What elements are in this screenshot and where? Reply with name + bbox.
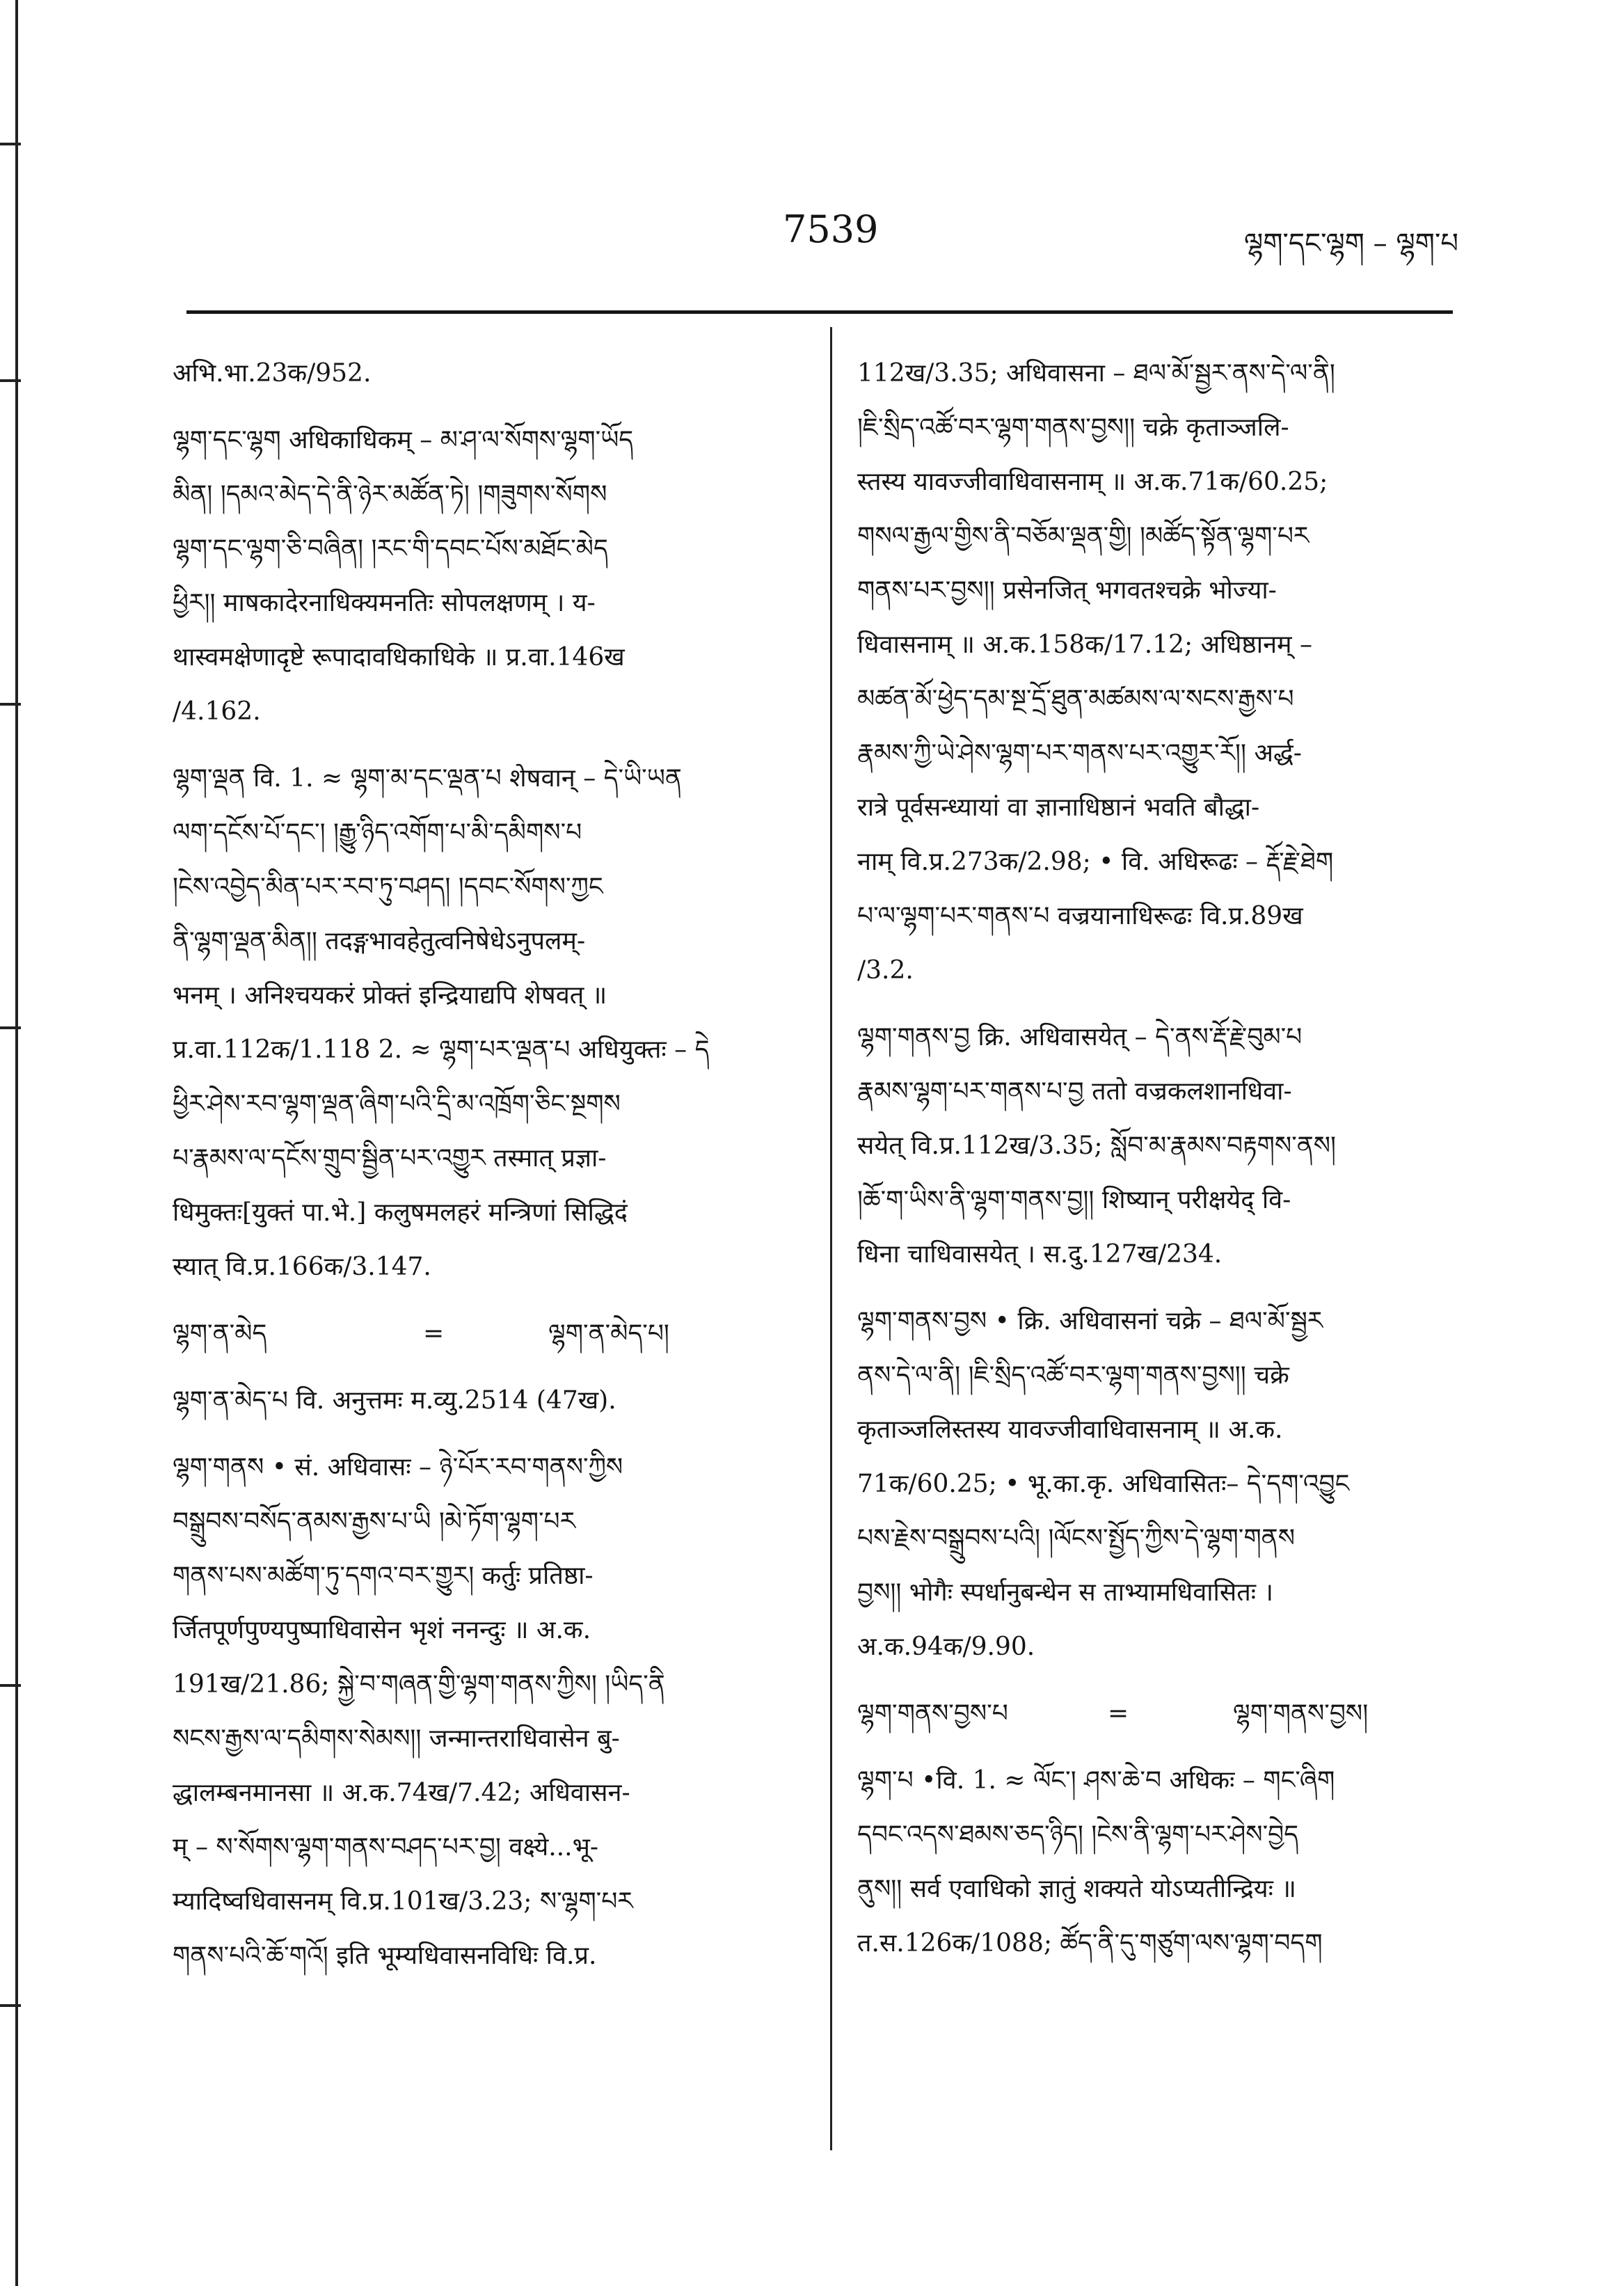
entry-line: 112ख/3.35; अधिवासना – ཐལ་མོ་སྦྱར་ནས་དེ་ལ་ནི། <box>857 359 1335 388</box>
entry-line: म् – ས་སོགས་ལྷག་གནས་བཤད་པར་བྱ། वक्ष्ये...भू- <box>173 1833 599 1862</box>
entry-line: །ཇི་སྲིད་འཚོ་བར་ལྷག་གནས་བྱས།། चक्रे कृताञ्जलि- <box>857 413 1289 442</box>
headword: ལྷག་གནས་བྱས། <box>1233 1699 1369 1728</box>
entry-line: ལག་དངོས་པོ་དང་། །རྒྱུ་ཉིད་འགོག་པ་མི་དམིགས་པ <box>173 818 582 847</box>
equals-sign: = <box>1108 1699 1129 1728</box>
entry-line: བསྒྲུབས་བསོད་ནམས་རྒྱས་པ་ཡི །མེ་ཏོག་ལྷག་པར <box>173 1507 576 1536</box>
headword: ལྷག་ན་མེད <box>173 1319 267 1348</box>
entry-line: कृताञ्जलिस्तस्य यावज्जीवाधिवासनाम् ॥ अ.क. <box>857 1415 1283 1444</box>
entry-line: स्तस्य यावज्जीवाधिवासनाम् ॥ अ.क.71क/60.25; <box>857 468 1328 496</box>
entry-line: नाम् वि.प्र.273क/2.98; • वि. अधिरूढः – རྡོ་རྗེ་ཐེག <box>857 848 1334 876</box>
entry-line: རྣམས་ལྷག་པར་གནས་པ་བྱ ततो वज्रकलशानधिवा- <box>857 1077 1292 1106</box>
entry-line: མཚན་མོ་ཕྱེད་དམ་སྔ་དྲོ་ཐུན་མཚམས་ལ་སངས་རྒྱས་པ <box>857 685 1294 713</box>
column-divider <box>830 327 832 2150</box>
entry-line: མིན། །དམའ་མེད་དེ་ནི་ཉེར་མཚོན་ཏེ། །གཟུགས་སོགས <box>173 480 607 509</box>
right-column <box>857 347 1494 1983</box>
dictionary-entry <box>173 347 809 401</box>
left-column <box>173 347 809 1996</box>
running-head: ལྷག་དང་ལྷག – ལྷག་པ <box>1243 228 1458 260</box>
entry-line: 71क/60.25; • भू.का.कृ. अधिवासितः– དེ་དག་འབྱུང <box>857 1470 1350 1498</box>
entry-line: धिना चाधिवासयेत् । स.दु.127ख/234. <box>857 1240 1223 1269</box>
entry-line: त.स.126क/1088; ཚོད་ནི་དུ་གཙུག་ལས་ལྷག་བདག <box>857 1929 1323 1958</box>
entry-line: /3.2. <box>857 956 914 985</box>
dictionary-entry <box>857 347 1494 998</box>
dictionary-entry <box>173 1307 809 1361</box>
entry-line: धिमुक्तः[युक्तं पा.भे.] कलुषमलहरं मन्त्रिणां सिद्धिदं <box>173 1198 628 1227</box>
entry-line: /4.162. <box>173 697 261 726</box>
entry-line: भनम् । अनिश्चयकरं प्रोक्तं इन्द्रियाद्यपि शेषवत् ॥ <box>173 981 607 1010</box>
dictionary-entry <box>857 1010 1494 1282</box>
headword: ལྷག་ན་མེད་པ། <box>548 1319 669 1348</box>
dictionary-entry <box>173 1374 809 1428</box>
cross-reference <box>857 1687 1494 1741</box>
entry-line: 191ख/21.86; སྐྱེ་བ་གཞན་གྱི་ལྷག་གནས་ཀྱིས། །ཡིད་ནི <box>173 1670 665 1699</box>
entry-line: ནས་དེ་ལ་ནི། །ཇི་སྲིད་འཚོ་བར་ལྷག་གནས་བྱས།། चक्रे <box>857 1361 1289 1390</box>
entry-line: ལྷག་ན་མེད་པ वि. अनुत्तमः म.व्यु.2514 (47ख). <box>173 1386 616 1415</box>
entry-line: ལྷག་གནས་བྱས • क्रि. अधिवासनां चक्रे – ཐལ་མོ་སྦྱར <box>857 1307 1323 1335</box>
entry-line: ལྷག་པ •वि. 1. ≈ ལོང་། ཤས་ཆེ་བ अधिकः – གང་ཞིག <box>857 1766 1335 1795</box>
entry-line: དབང་འདས་ཐམས་ཅད་ཉིད། །ངེས་ནི་ལྷག་པར་ཤེས་བྱེད <box>857 1820 1299 1849</box>
entry-line: ནུས།། सर्व एवाधिको ज्ञातुं शक्यते योऽप्यतीन्द्रियः ॥ <box>857 1875 1296 1903</box>
entry-line: སངས་རྒྱས་ལ་དམིགས་སེམས།། जन्मान्तराधिवासेन बु- <box>173 1724 620 1753</box>
page-binding-edge <box>0 0 28 2286</box>
entry-line: །ཆོ་ག་ཡིས་ནི་ལྷག་གནས་བྱ།། शिष्यान् परीक्षयेद् वि- <box>857 1186 1291 1214</box>
entry-line: द्धालम्बनमानसा ॥ अ.क.74ख/7.42; अधिवासन- <box>173 1779 630 1807</box>
dictionary-entry <box>857 1687 1494 1741</box>
dictionary-entry <box>857 1754 1494 1971</box>
entry-line: རྣམས་ཀྱི་ཡེ་ཤེས་ལྷག་པར་གནས་པར་འགྱུར་རོ།། अर्द्ध- <box>857 739 1302 768</box>
entry-line: པ་ལ་ལྷག་པར་གནས་པ वज्रयानाधिरूढः वि.प्र.89ख <box>857 902 1303 930</box>
entry-line: ཕྱིར་ཤེས་རབ་ལྷག་ལྡན་ཞིག་པའི་དྲི་མ་འཁྲོག་ཅིང་སྔགས <box>173 1090 621 1118</box>
entry-line: र्जितपूर्णपुण्यपुष्पाधिवासेन भृशं ननन्दुः ॥ अ.क. <box>173 1616 591 1644</box>
dictionary-entry <box>173 413 809 739</box>
dictionary-entry <box>857 1294 1494 1674</box>
headword: ལྷག་གནས་བྱས་པ <box>857 1699 1008 1728</box>
entry-line: धिवासनाम् ॥ अ.क.158क/17.12; अधिष्ठानम् – <box>857 630 1313 659</box>
entry-line: ནི་ལྷག་ལྡན་མིན།། तदङ्गभावहेतुत्वनिषेधेऽनुपलम्- <box>173 927 586 955</box>
cross-reference <box>173 1307 809 1361</box>
entry-line: अभि.भा.23क/952. <box>173 359 372 388</box>
entry-line: པས་རྗེས་བསྒྲུབས་པའི། །ལོངས་སྤྱོད་ཀྱིས་དེ་ལྷག་གནས <box>857 1524 1295 1553</box>
entry-line: ཕྱིར།། माषकादेरनाधिक्यमनतिः सोपलक्षणम् । य- <box>173 589 596 617</box>
page-number: 7539 <box>783 207 879 251</box>
entry-line: ལྷག་གནས • सं. अधिवासः – ཉེ་པོར་རབ་གནས་ཀྱིས <box>173 1453 623 1482</box>
entry-line: ལྷག་ལྡན वि. 1. ≈ ལྷག་མ་དང་ལྡན་པ शेषवान् – དེ་ཡི་ཡན <box>173 764 682 793</box>
entry-line: स्यात् वि.प्र.166क/3.147. <box>173 1253 431 1281</box>
entry-line: सयेत् वि.प्र.112ख/3.35; སློབ་མ་རྣམས་བརྟགས་ནས། <box>857 1132 1337 1160</box>
entry-line: म्यादिष्वधिवासनम् वि.प्र.101ख/3.23; ས་ལྷག་པར <box>173 1887 633 1916</box>
entry-line: གནས་པས་མཚོག་ཏུ་དགའ་བར་གྱུར། कर्तुः प्रतिष्ठा- <box>173 1562 594 1590</box>
dictionary-entry <box>173 1440 809 1983</box>
entry-line: །ངེས་འབྱེད་མིན་པར་རབ་ཏུ་བཤད། །དབང་སོགས་ཀྱང <box>173 873 603 901</box>
equals-sign: = <box>423 1319 445 1348</box>
entry-line: ལྷག་དང་ལྷག་ཅི་བཞིན། །རང་གི་དབང་པོས་མཐོང་མེད <box>173 534 608 563</box>
entry-line: པ་རྣམས་ལ་དངོས་གྲུབ་སྦྱིན་པར་འགྱུར तस्मात् प्रज्ञा- <box>173 1144 607 1173</box>
entry-line: གནས་པའི་ཆོ་གའོ། इति भूम्यधिवासनविधिः वि.प्र. <box>173 1942 597 1970</box>
entry-line: ལྷག་དང་ལྷག अधिकाधिकम् – མ་ཤ་ལ་སོགས་ལྷག་ཡོད <box>173 426 634 454</box>
entry-line: གནས་པར་བྱས།། प्रसेनजित् भगवतश्चक्रे भोज्या- <box>857 576 1277 605</box>
entry-line: གསལ་རྒྱལ་གྱིས་ནི་བཅོམ་ལྡན་གྱི། །མཚོད་སྟོན་ལྷག་པར <box>857 522 1309 550</box>
entry-line: अ.क.94क/9.90. <box>857 1633 1035 1661</box>
entry-line: रात्रे पूर्वसन्ध्यायां वा ज्ञानाधिष्ठानं भवति बौद्धा- <box>857 793 1260 822</box>
entry-line: ལྷག་གནས་བྱ क्रि. अधिवासयेत् – དེ་ནས་རྡོ་རྗེ་བུམ་པ <box>857 1023 1303 1051</box>
entry-line: प्र.वा.112क/1.118 2. ≈ ལྷག་པར་ལྡན་པ अधियुक्तः – དེ <box>173 1035 710 1064</box>
entry-line: थास्वमक्षेणादृष्टे रूपादावधिकाधिके ॥ प्र.वा.146ख <box>173 643 625 672</box>
dictionary-entry <box>173 752 809 1294</box>
header-rule <box>186 310 1453 314</box>
entry-line: བྱས།། भोगैः स्पर्धानुबन्धेन स ताभ्यामधिवासितः । <box>857 1578 1274 1607</box>
